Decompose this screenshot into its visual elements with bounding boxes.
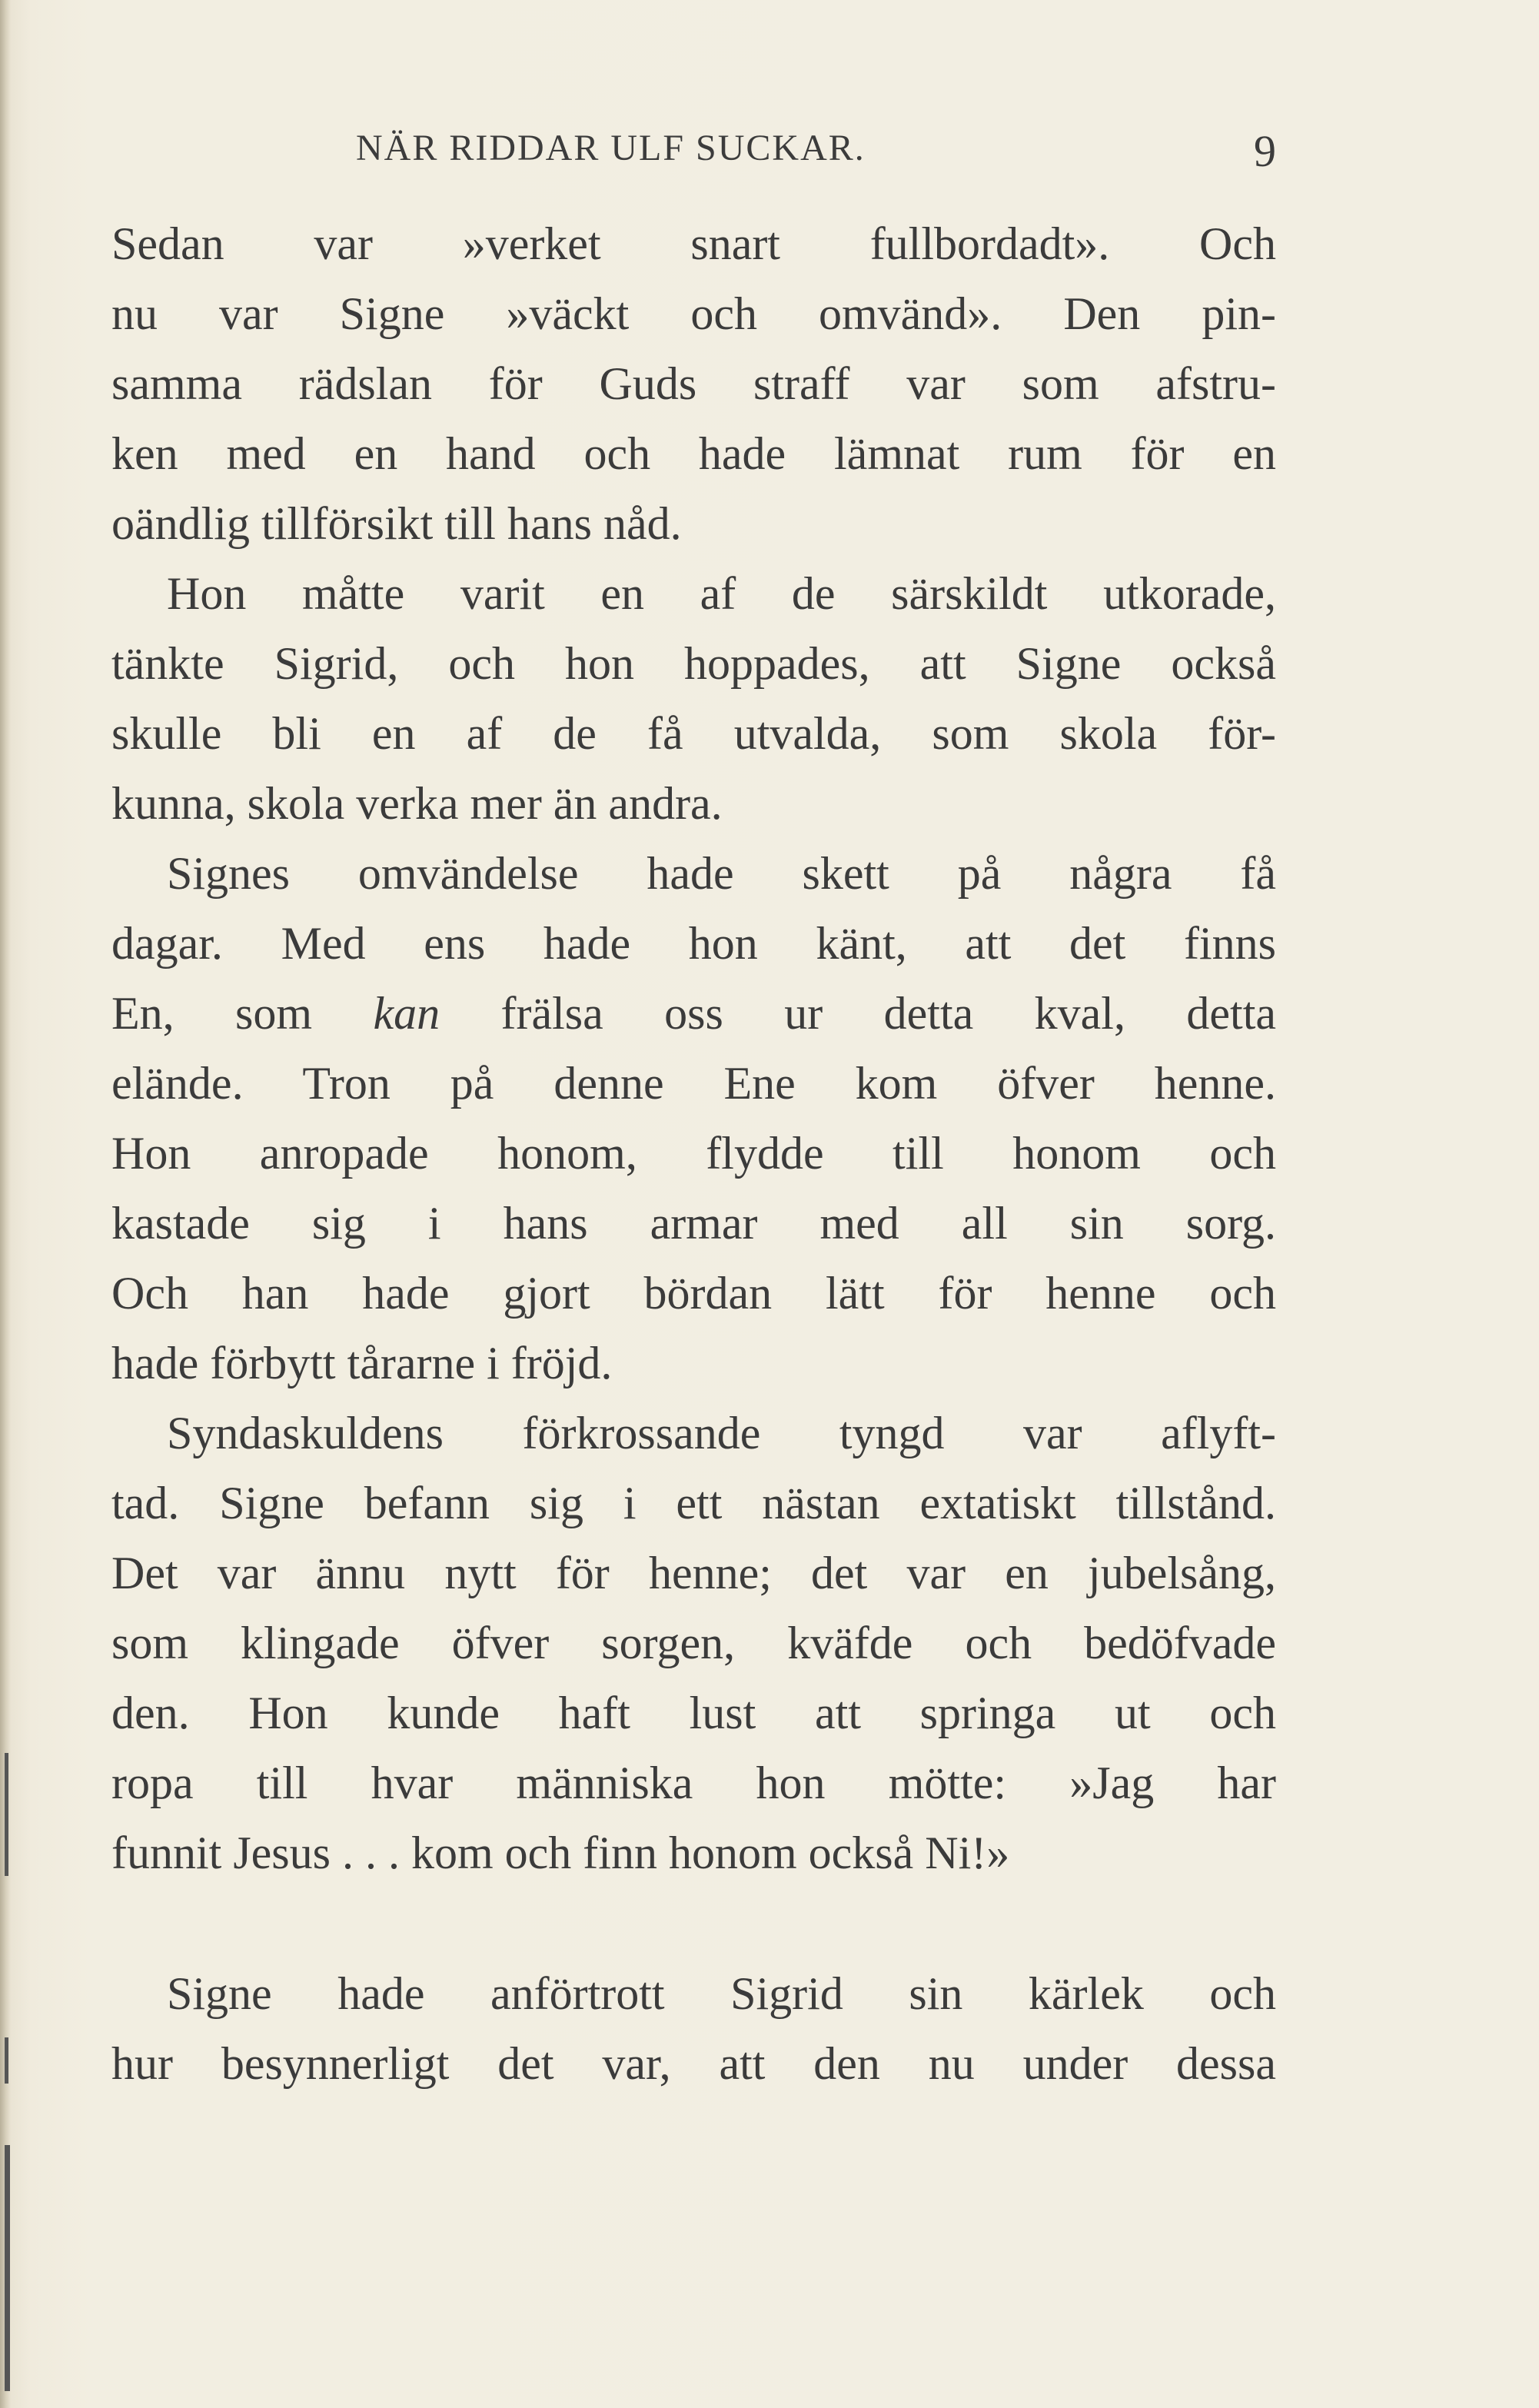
text-fragment: En, som bbox=[111, 988, 313, 1039]
running-title: NÄR RIDDAR ULF SUCKAR. bbox=[356, 128, 866, 168]
italic-word: kan bbox=[373, 988, 440, 1039]
text-line: som klingade öfver sorgen, kväfde och bedöfvade bbox=[111, 1618, 1276, 1668]
text-line: Signe hade anförtrott Sigrid sin kärlek och bbox=[167, 1968, 1276, 2019]
text-line: Det var ännu nytt för henne; det var en jubelsång, bbox=[111, 1548, 1276, 1598]
text-line: dagar. Med ens hade hon känt, att det finns bbox=[111, 918, 1276, 969]
text-line: ropa till hvar människa hon mötte: »Jag har bbox=[111, 1758, 1276, 1808]
body-text bbox=[111, 209, 1276, 2099]
text-line: elände. Tron på denne Ene kom öfver henne. bbox=[111, 1058, 1276, 1109]
text-line: tänkte Sigrid, och hon hoppades, att Signe också bbox=[111, 638, 1276, 689]
text-line: hur besynnerligt det var, att den nu under dessa bbox=[111, 2038, 1276, 2089]
text-line: Hon anropade honom, flydde till honom och bbox=[111, 1128, 1276, 1179]
text-line: Signes omvändelse hade skett på några få bbox=[167, 848, 1276, 899]
text-line: Och han hade gjort bördan lätt för henne och bbox=[111, 1268, 1276, 1319]
spine-mark bbox=[5, 2145, 10, 2391]
text-line: ken med en hand och hade lämnat rum för en bbox=[111, 428, 1276, 479]
text-line-with-italic bbox=[111, 979, 1276, 1049]
text-line: kunna, skola verka mer än andra. bbox=[111, 778, 723, 829]
text-line: oändlig tillförsikt till hans nåd. bbox=[111, 498, 682, 549]
text-line: Syndaskuldens förkrossande tyngd var aflyft- bbox=[167, 1408, 1276, 1458]
text-line: skulle bli en af de få utvalda, som skola för- bbox=[111, 708, 1276, 759]
text-line: samma rädslan för Guds straff var som afstru- bbox=[111, 358, 1276, 409]
text-line: nu var Signe »väckt och omvänd». Den pin- bbox=[111, 288, 1276, 339]
text-line: Hon måtte varit en af de särskildt utkorade, bbox=[167, 568, 1276, 619]
text-line: tad. Signe befann sig i ett nästan extatiskt tillstånd. bbox=[111, 1478, 1276, 1528]
text-line: kastade sig i hans armar med all sin sorg. bbox=[111, 1198, 1276, 1249]
spine-mark bbox=[5, 1753, 8, 1876]
page-number: 9 bbox=[1254, 126, 1276, 176]
text-line: funnit Jesus . . . kom och finn honom också Ni!» bbox=[111, 1828, 1010, 1878]
text-line: Sedan var »verket snart fullbordadt». Och bbox=[111, 218, 1276, 269]
text-line: hade förbytt tårarne i fröjd. bbox=[111, 1338, 613, 1389]
text-line: den. Hon kunde haft lust att springa ut och bbox=[111, 1688, 1276, 1738]
page-header bbox=[111, 127, 1276, 181]
text-fragment: frälsa oss ur detta kval, detta bbox=[500, 988, 1276, 1039]
spine-mark bbox=[5, 2037, 8, 2084]
